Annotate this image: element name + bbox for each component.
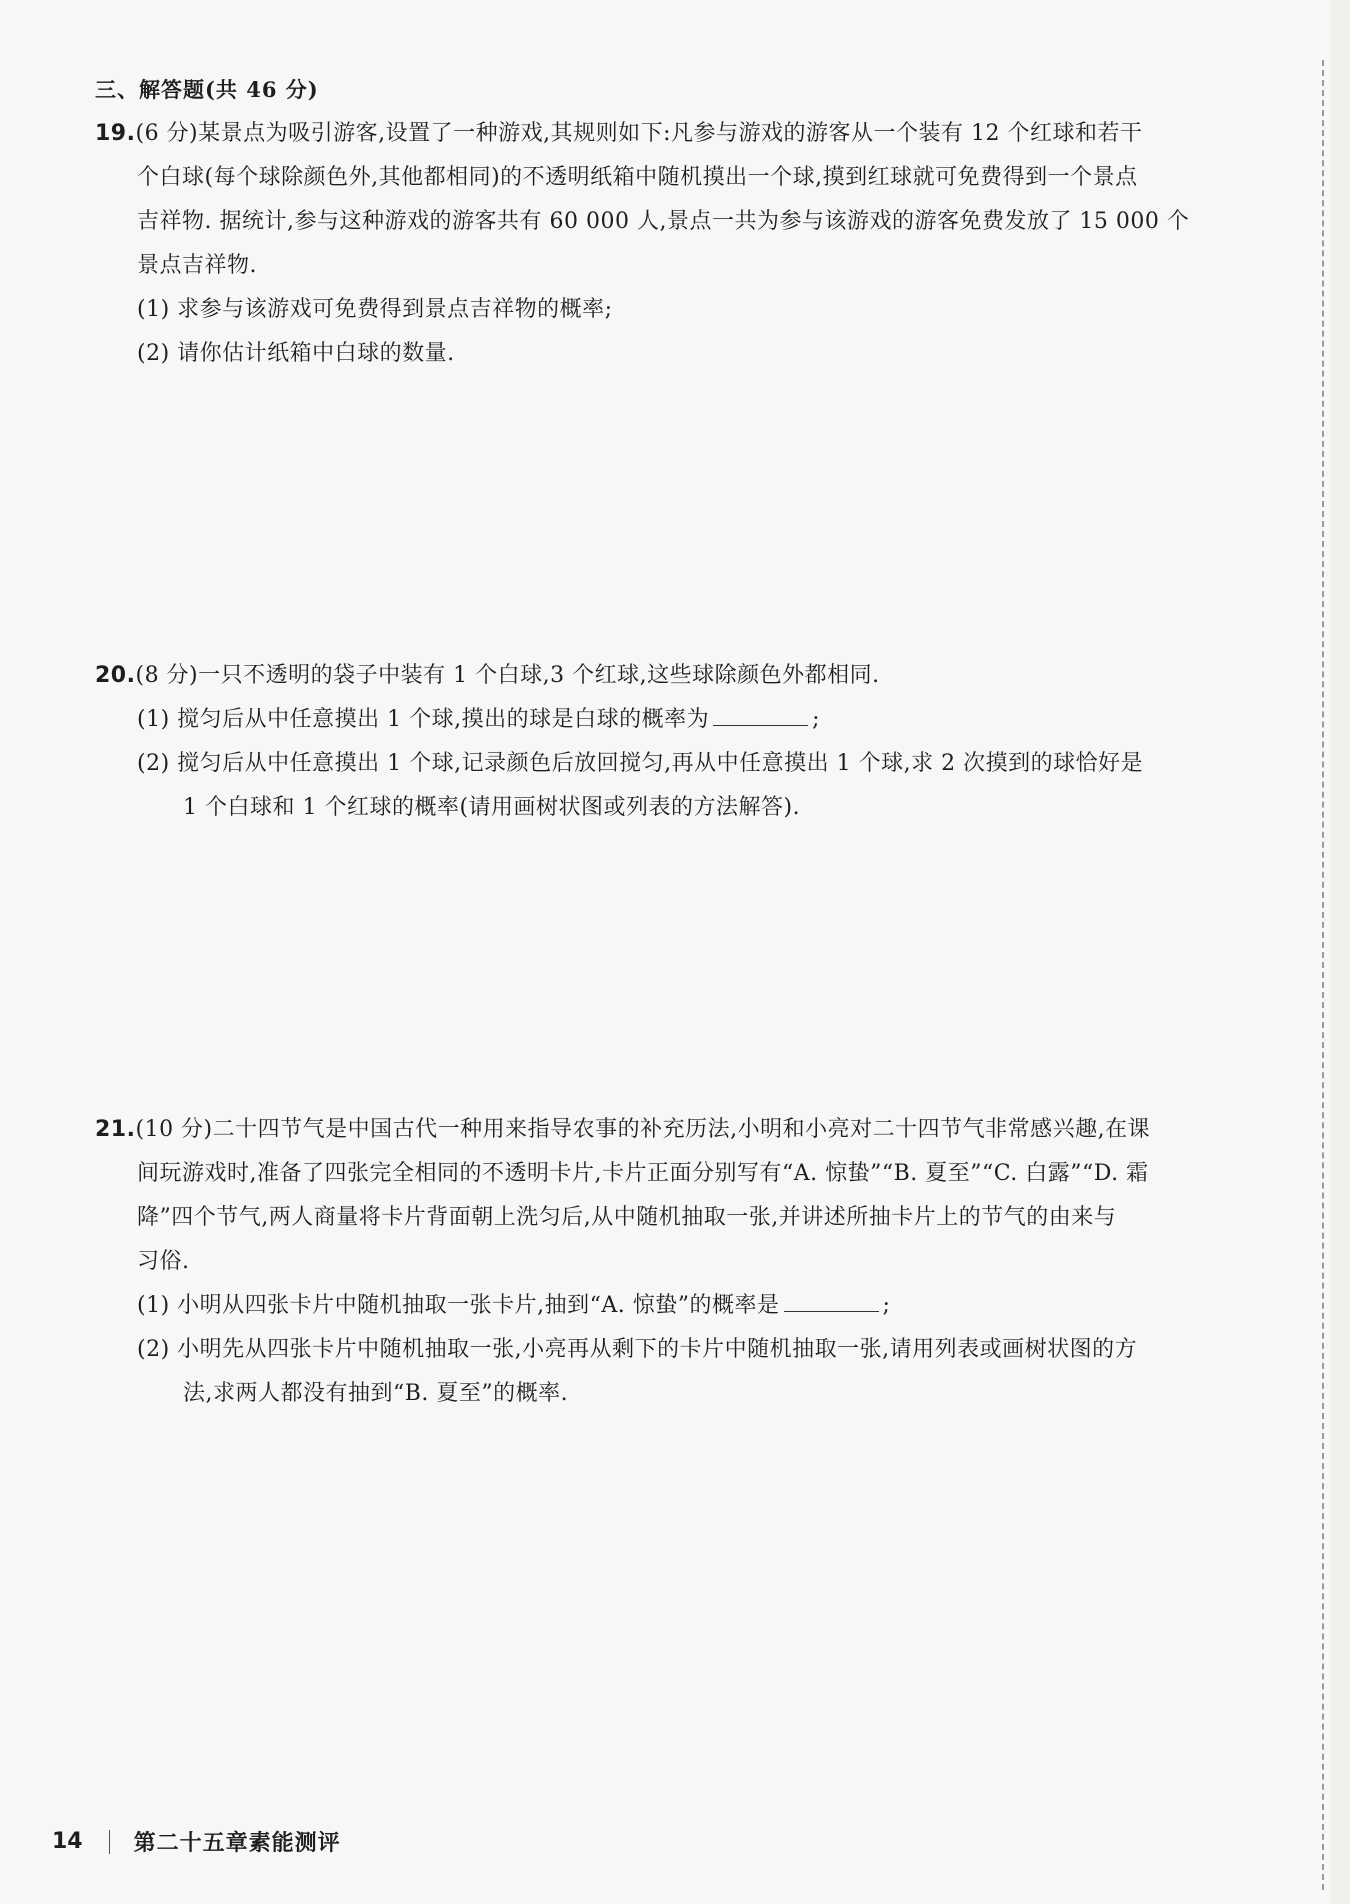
question-21-line-2: 间玩游戏时,准备了四张完全相同的不透明卡片,卡片正面分别写有“A. 惊蛰”“B. 夏至”“C. 白露”“D. 霜 bbox=[137, 1161, 1149, 1186]
question-20-line-1: 20.(8 分)一只不透明的袋子中装有 1 个白球,3 个红球,这些球除颜色外都相同. bbox=[95, 663, 880, 688]
question-20-sub-1: (1) 搅匀后从中任意摸出 1 个球,摸出的球是白球的概率为 ; bbox=[95, 698, 1280, 742]
chapter-title: 第二十五章素能测评 bbox=[133, 1831, 341, 1856]
question-19 bbox=[95, 112, 1280, 376]
binding-dashed-line bbox=[1322, 60, 1324, 1890]
question-21-sub-2-cont: 法,求两人都没有抽到“B. 夏至”的概率. bbox=[183, 1381, 569, 1406]
question-21-sub-1: (1) 小明从四张卡片中随机抽取一张卡片,抽到“A. 惊蛰”的概率是 ; bbox=[95, 1284, 1280, 1328]
question-20-sub-2: (2) 搅匀后从中任意摸出 1 个球,记录颜色后放回搅匀,再从中任意摸出 1 个球,求 2 次摸到的球恰好是 bbox=[137, 751, 1144, 776]
question-20-sub-2-cont: 1 个白球和 1 个红球的概率(请用画树状图或列表的方法解答). bbox=[183, 795, 801, 820]
question-19-line-1: 19.(6 分)某景点为吸引游客,设置了一种游戏,其规则如下:凡参与游戏的游客从一个装有 12 个红球和若干 bbox=[95, 121, 1143, 146]
section-title: 三、解答题(共 46 分) bbox=[95, 77, 319, 102]
answer-blank[interactable] bbox=[784, 1289, 879, 1312]
question-21-line-1: 21.(10 分)二十四节气是中国古代一种用来指导农事的补充历法,小明和小亮对二十四节气非常感兴趣,在课 bbox=[95, 1117, 1151, 1142]
question-number: 19. bbox=[95, 121, 136, 146]
question-21-line-4: 习俗. bbox=[137, 1249, 190, 1274]
page-number: 14 bbox=[52, 1829, 83, 1854]
question-21-sub-2: (2) 小明先从四张卡片中随机抽取一张,小亮再从剩下的卡片中随机抽取一张,请用列表或画树状图的方 bbox=[137, 1337, 1138, 1362]
question-19-sub-1: (1) 求参与该游戏可免费得到景点吉祥物的概率; bbox=[137, 297, 613, 322]
question-21-line-3: 降”四个节气,两人商量将卡片背面朝上洗匀后,从中随机抽取一张,并讲述所抽卡片上的节气的由来与 bbox=[137, 1205, 1117, 1230]
question-19-line-2: 个白球(每个球除颜色外,其他都相同)的不透明纸箱中随机摸出一个球,摸到红球就可免费得到一个景点 bbox=[137, 165, 1138, 190]
question-21 bbox=[95, 1108, 1280, 1416]
question-20 bbox=[95, 654, 1280, 830]
question-19-line-3: 吉祥物. 据统计,参与这种游戏的游客共有 60 000 人,景点一共为参与该游戏的游客免费发放了 15 000 个 bbox=[137, 209, 1190, 234]
question-number: 20. bbox=[95, 663, 136, 688]
question-19-sub-2: (2) 请你估计纸箱中白球的数量. bbox=[137, 341, 455, 366]
answer-blank[interactable] bbox=[713, 703, 808, 726]
page-footer bbox=[52, 1826, 341, 1857]
question-number: 21. bbox=[95, 1117, 136, 1142]
binding-edge bbox=[1330, 0, 1350, 1904]
question-19-line-4: 景点吉祥物. bbox=[137, 253, 257, 278]
footer-divider bbox=[109, 1830, 110, 1854]
